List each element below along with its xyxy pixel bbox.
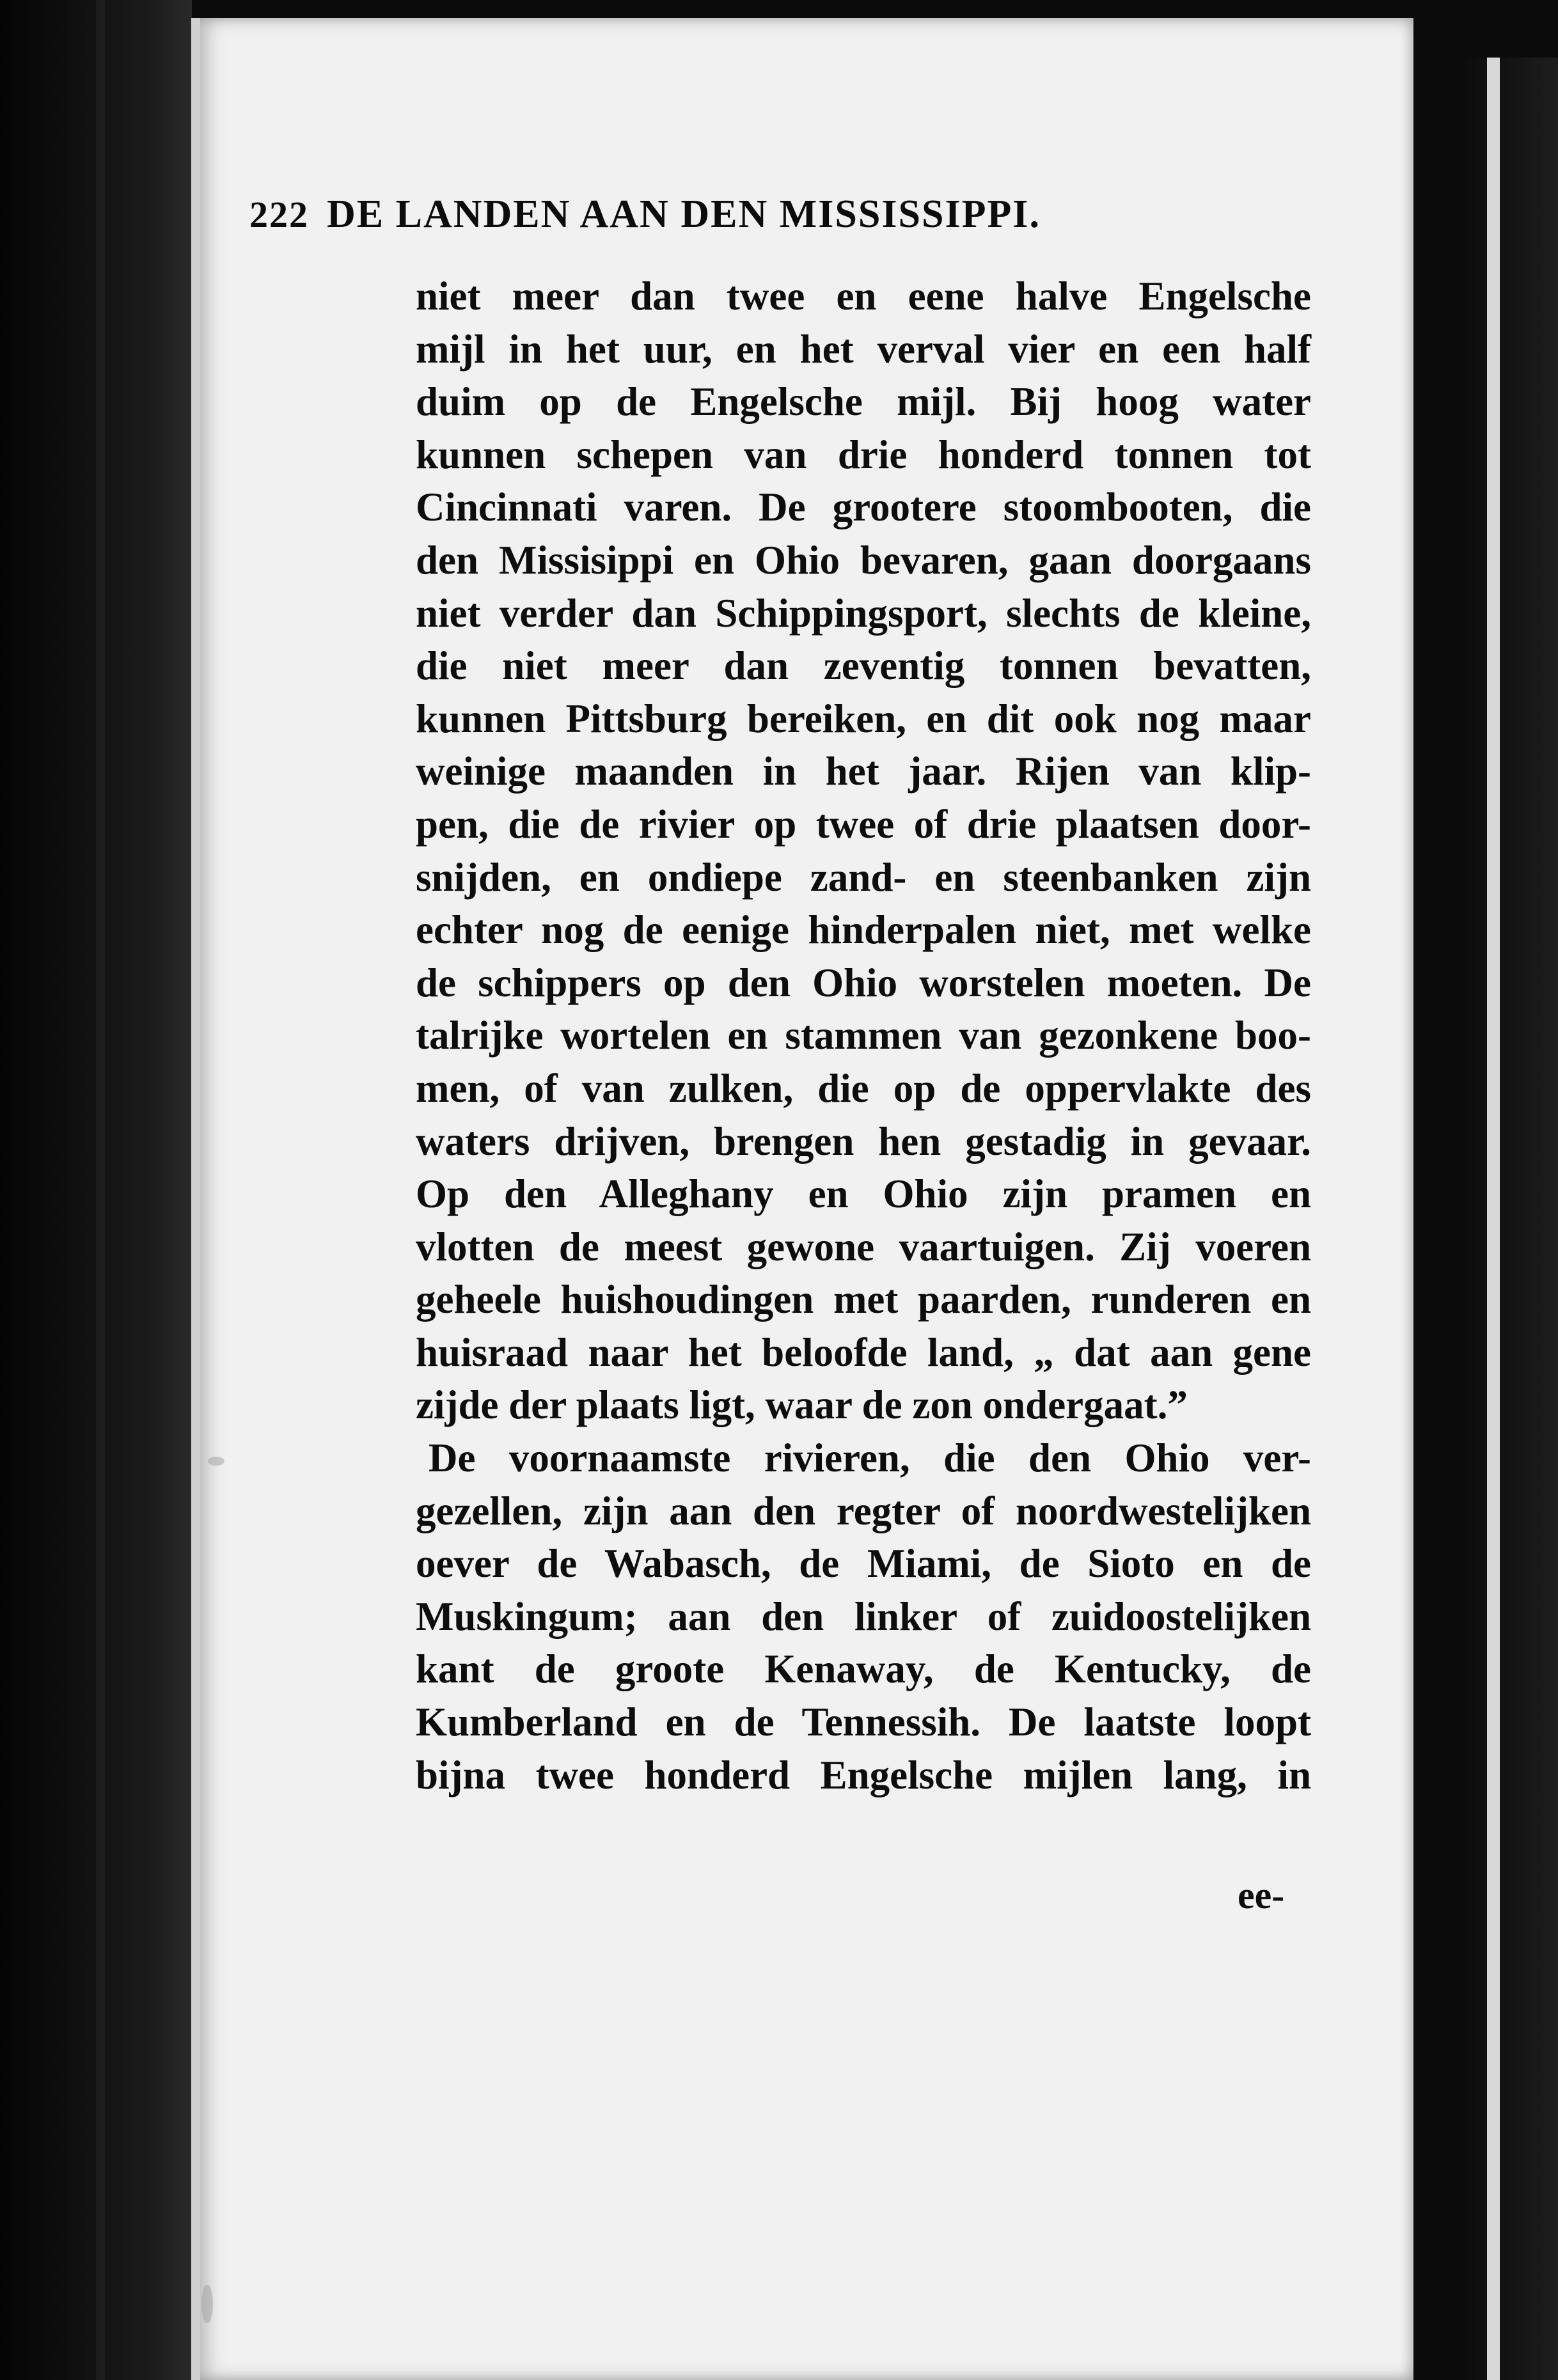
text-line: weinige maanden in het jaar. Rijen van klip- [416,749,1311,794]
text-line: snijden, en ondiepe zand- en steenbanken zijn [416,854,1311,900]
text-line: niet verder dan Schippingsport, slechts de kleine, [416,590,1311,636]
text-line: pen, die de rivier op twee of drie plaatsen door- [416,801,1311,847]
text-line: men, of van zulken, die op de oppervlakte des [416,1065,1311,1111]
text-line: mijl in het uur, en het verval vier en een half [416,326,1311,372]
text-line: bijna twee honderd Engelsche mijlen lang, in [416,1752,1311,1797]
text-line: duim op de Engelsche mijl. Bij hoog water [416,379,1311,425]
text-line: zijde der plaats ligt, waar de zon ondergaat.” [416,1382,1188,1428]
text-line: Cincinnati varen. De grootere stoombooten, die [416,485,1311,530]
catchword: ee- [1238,1874,1285,1916]
text-line: Op den Alleghany en Ohio zijn pramen en [416,1171,1311,1217]
text-line: echter nog de eenige hinderpalen niet, met welke [416,907,1311,953]
text-line: niet meer dan twee en eene halve Engelsche [416,274,1311,318]
text-line: Kumberland en de Tennessih. De laatste loopt [416,1700,1311,1745]
text-line: vlotten de meest gewone vaartuigen. Zij voeren [416,1224,1311,1269]
adjacent-page-edge [1465,58,1558,2380]
text-line: de schippers op den Ohio worstelen moeten. De [416,960,1311,1005]
text-line: die niet meer dan zeventig tonnen bevatten, [416,643,1311,689]
text-line: geheele huishoudingen met paarden, runderen en [416,1277,1311,1322]
text-line: oever de Wabasch, de Miami, de Sioto en de [416,1541,1311,1586]
binding-shadow [0,0,192,2380]
text-line: Muskingum; aan den linker of zuidoostelijken [416,1593,1311,1639]
ink-smudge [208,1457,224,1466]
text-line: waters drijven, brengen hen gestadig in gevaar. [416,1118,1311,1164]
text-line: talrijke wortelen en stammen van gezonkene boo- [416,1013,1311,1058]
body-text [416,270,1311,1801]
text-line: kunnen schepen van drie honderd tonnen tot [416,432,1311,477]
running-head [249,192,1273,262]
ink-smudge [201,2285,213,2323]
text-line: kant de groote Kenaway, de Kentucky, de [416,1647,1311,1692]
text-line: De voornaamste rivieren, die den Ohio ver- [429,1436,1311,1481]
text-line: huisraad naar het beloofde land, „ dat aan gene [416,1329,1311,1375]
text-line: kunnen Pittsburg bereiken, en dit ook nog maar [416,696,1311,741]
running-title: DE LANDEN AAN DEN MISSISSIPPI. [327,192,1041,236]
adjacent-page-sliver [1487,58,1500,2380]
text-line: gezellen, zijn aan den regter of noordwestelijken [416,1488,1311,1533]
text-line: den Missisippi en Ohio bevaren, gaan doorgaans [416,537,1311,583]
page-number: 222 [249,194,309,235]
